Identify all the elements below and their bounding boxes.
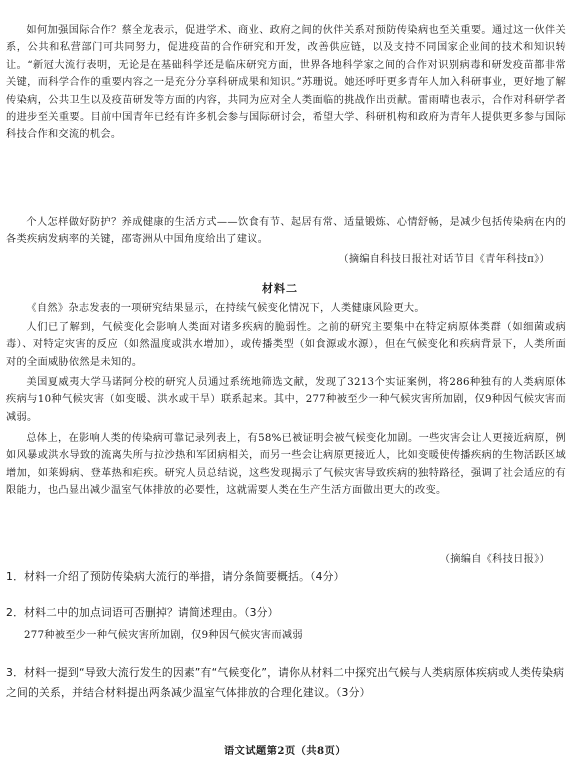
question-2-quoted-sentence: 277种被至少一种气候灾害所加剧，仅9种因气候灾害而减弱 — [24, 630, 303, 641]
material1-paragraph-1: 如何加强国际合作？蔡全龙表示，促进学术、商业、政府之间的伙伴关系对预防传染病也至关重要。通过这一伙伴关系，公共和私营部门可共同努力，促进疫苗的合作研究和开发，改善供应链，以及支持不同国家企业间的技术和知识转让。“新冠大流行表明，无论是在基础科学还是临床研究方面，世界各地科学家之间的合作对识别病毒和研发疫苗都非常关键，而科学合作的重要内容之一是充分分享科研成果和知识。”苏珊说。她还呼吁更多青年人加入科研事业，更好地了解传染病，公共卫生以及疫苗研发等方面的内容，共同为应对全人类面临的挑战作出贡献。雷雨晴也表示，合作对科研学者的进步至关重要。目前中国青年已经有许多机会参与国际研讨会，希望大学、科研机构和政府为青年人提供更多参与国际科技合作和交流的机会。 — [6, 25, 566, 141]
material1-paragraph-2: 个人怎样做好防护？养成健康的生活方式——饮食有节、起居有常、适量锻炼、心情舒畅，是减少包括传染病在内的各类疾病发病率的关键，邵寄洲从中国角度给出了建议。 — [6, 217, 566, 246]
material2-source: （摘编自《科技日报》） — [439, 554, 550, 565]
material1-source: （摘编自科技日报社对话节目《青年科技π》） — [338, 254, 550, 265]
page-footer: 语文试题第2页（共8页） — [223, 745, 347, 757]
material2-paragraph-2: 人们已了解到，气候变化会影响人类面对诸多疾病的脆弱性。之前的研究主要集中在特定病原体类群（如细菌或病毒）、对特定灾害的反应（如然温度或洪水增加），或传播类型（如食源或水源），但在气候变化和疾病背景下，人类所面对的全面威胁依然是未知的。 — [6, 322, 566, 368]
material2-paragraph-1: 《自然》杂志发表的一项研究结果显示，在持续气候变化情况下，人类健康风险更大。 — [26, 303, 425, 314]
material2-title: 材料二 — [262, 282, 298, 295]
question-3: 3．材料一提到“导致大流行发生的因素”有“气候变化”，请你从材料二中探究出气候与人类病原体疾病或人类传染病之间的关系，并结合材料提出两条减少温室气体排放的合理化建议。（3分） — [6, 666, 565, 699]
material2-paragraph-3: 美国夏威夷大学马诺阿分校的研究人员通过系统地筛选文献，发现了3213个实证案例，将286种独有的人类病原体疾病与10种气候灾害（如变暖、洪水或干旱）联系起来。其中，277种被至少一种气候灾害所加剧，仅9种因气候灾害而减弱。 — [6, 377, 566, 423]
material2-paragraph-4: 总体上，在影响人类的传染病可靠记录列表上，有58%已被证明会被气候变化加剧。一些灾害会让人更接近病原，例如风暴或洪水导致的流离失所与拉沙热和军团病相关，而另一些会让病原更接近人，比如变暖使传播疾病的生物活跃区域增加，如莱姆病、登革热和疟疾。研究人员总结说，这些发现揭示了气候灾害导致疾病的独特路径，强调了社会适应的有限能力，也凸显出减少温室气体排放的必要性，这就需要人类在生产生活方面做出更大的改变。 — [6, 433, 566, 497]
question-2: 2．材料二中的加点词语可否删掉？请简述理由。（3分） — [6, 606, 279, 619]
question-1: 1．材料一介绍了预防传染病大流行的举措，请分条简要概括。（4分） — [6, 570, 345, 583]
